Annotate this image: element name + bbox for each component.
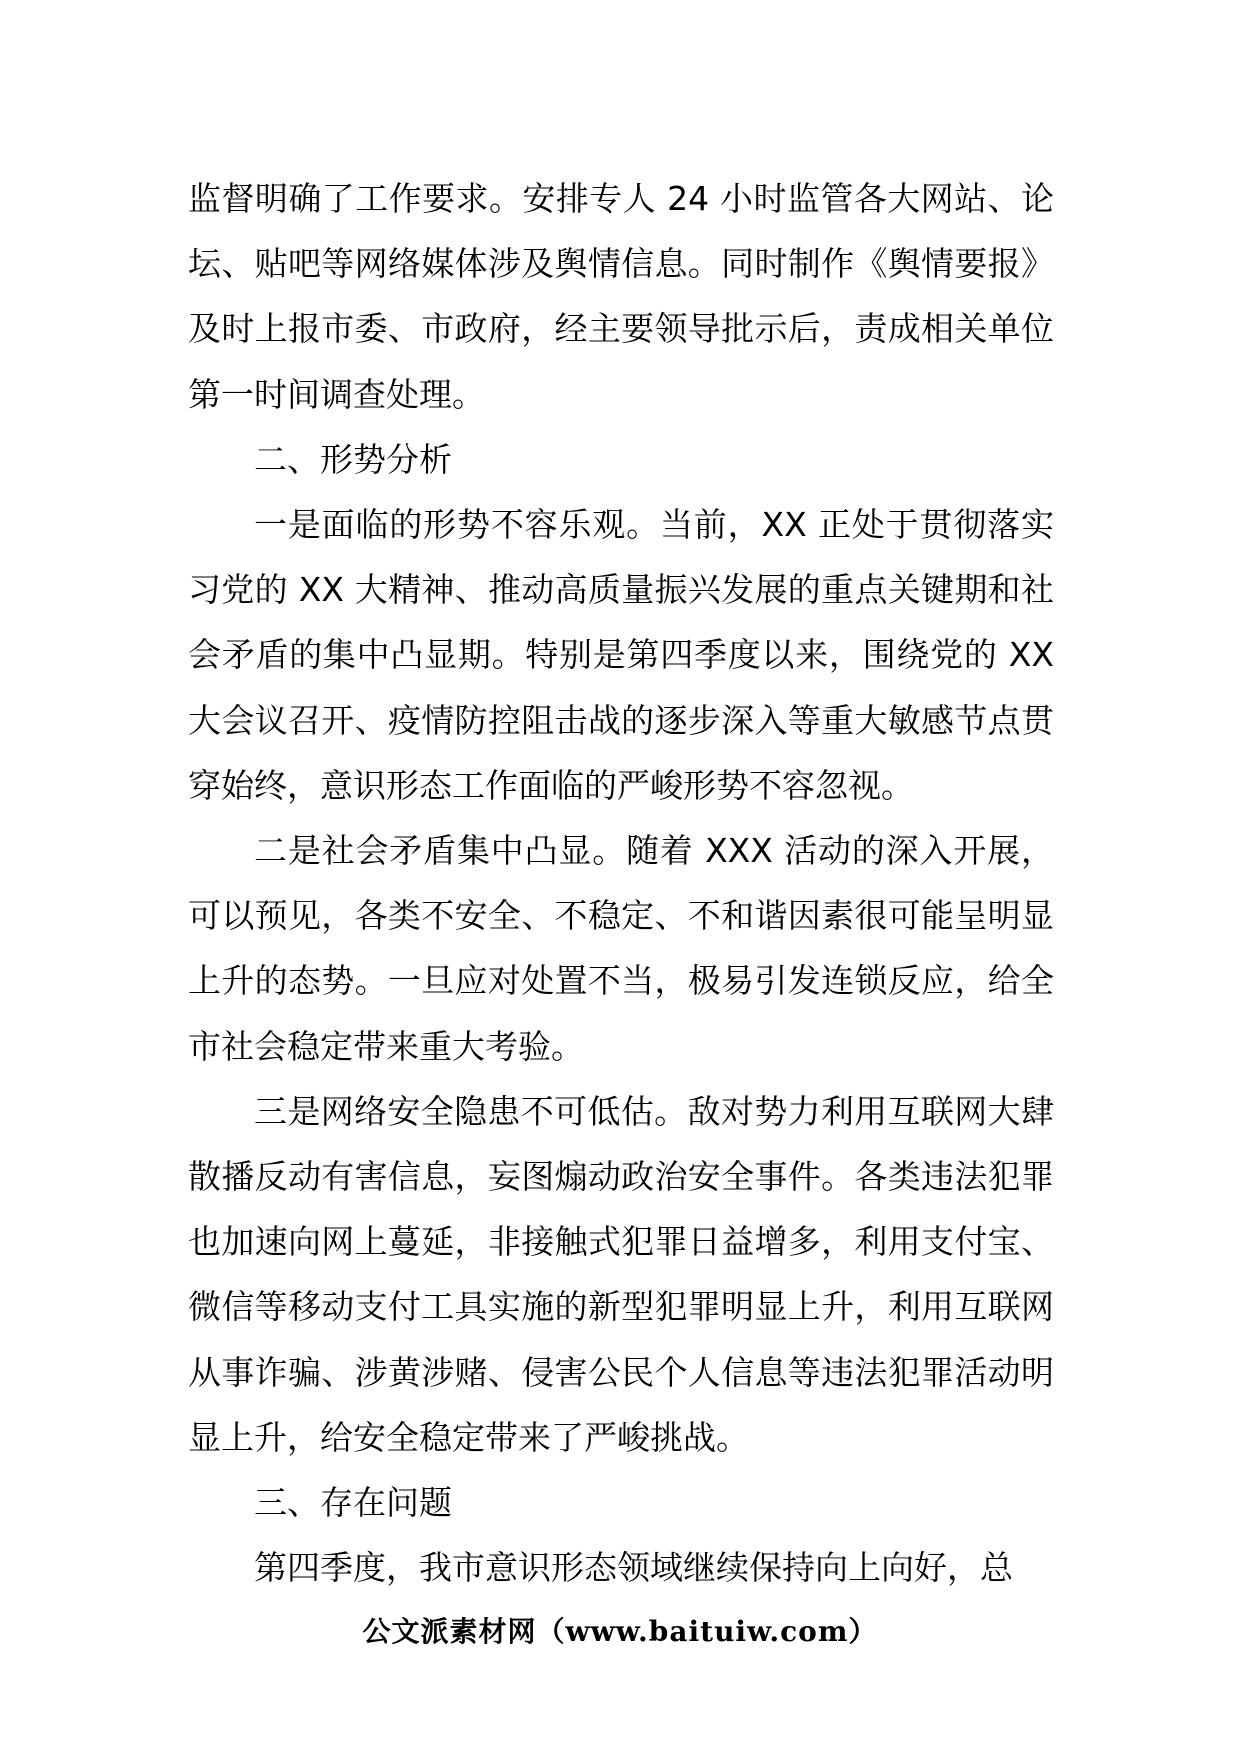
paragraph-situation-2: 二是社会矛盾集中凸显。随着 XXX 活动的深入开展，可以预见，各类不安全、不稳定、不和谐因素很可能呈明显上升的态势。一旦应对处置不当，极易引发连锁反应，给全市社会稳定带来重大考验。 [188,831,1054,1066]
section-heading-situation-analysis: 二、形势分析 [254,439,452,479]
paragraph-continuation: 监督明确了工作要求。安排专人 24 小时监管各大网站、论坛、贴吧等网络媒体涉及舆情信息。同时制作《舆情要报》及时上报市委、市政府，经主要领导批示后，责成相关单位第一时间调查处理。 [188,179,1054,414]
paragraph-situation-1: 一是面临的形势不容乐观。当前，XX 正处于贯彻落实习党的 XX 大精神、推动高质量振兴发展的重点关键期和社会矛盾的集中凸显期。特别是第四季度以来，围绕党的 XX 大会议召开、疫情防控阻击战的逐步深入等重大敏感节点贯穿始终，意识形态工作面临的严峻形势不容忽视。 [188,505,1054,805]
paragraph-situation-3: 三是网络安全隐患不可低估。敌对势力利用互联网大肆散播反动有害信息，妄图煽动政治安全事件。各类违法犯罪也加速向网上蔓延，非接触式犯罪日益增多，利用支付宝、微信等移动支付工具实施的新型犯罪明显上升，利用互联网从事诈骗、涉黄涉赌、侵害公民个人信息等违法犯罪活动明显上升，给安全稳定带来了严峻挑战。 [188,1091,1054,1457]
paragraph-problems: 第四季度，我市意识形态领域继续保持向上向好，总 [254,1548,1013,1588]
section-heading-existing-problems: 三、存在问题 [254,1483,452,1523]
document-body [188,166,1054,1600]
footer-watermark: 公文派素材网（www.baituiw.com） [362,1615,878,1648]
